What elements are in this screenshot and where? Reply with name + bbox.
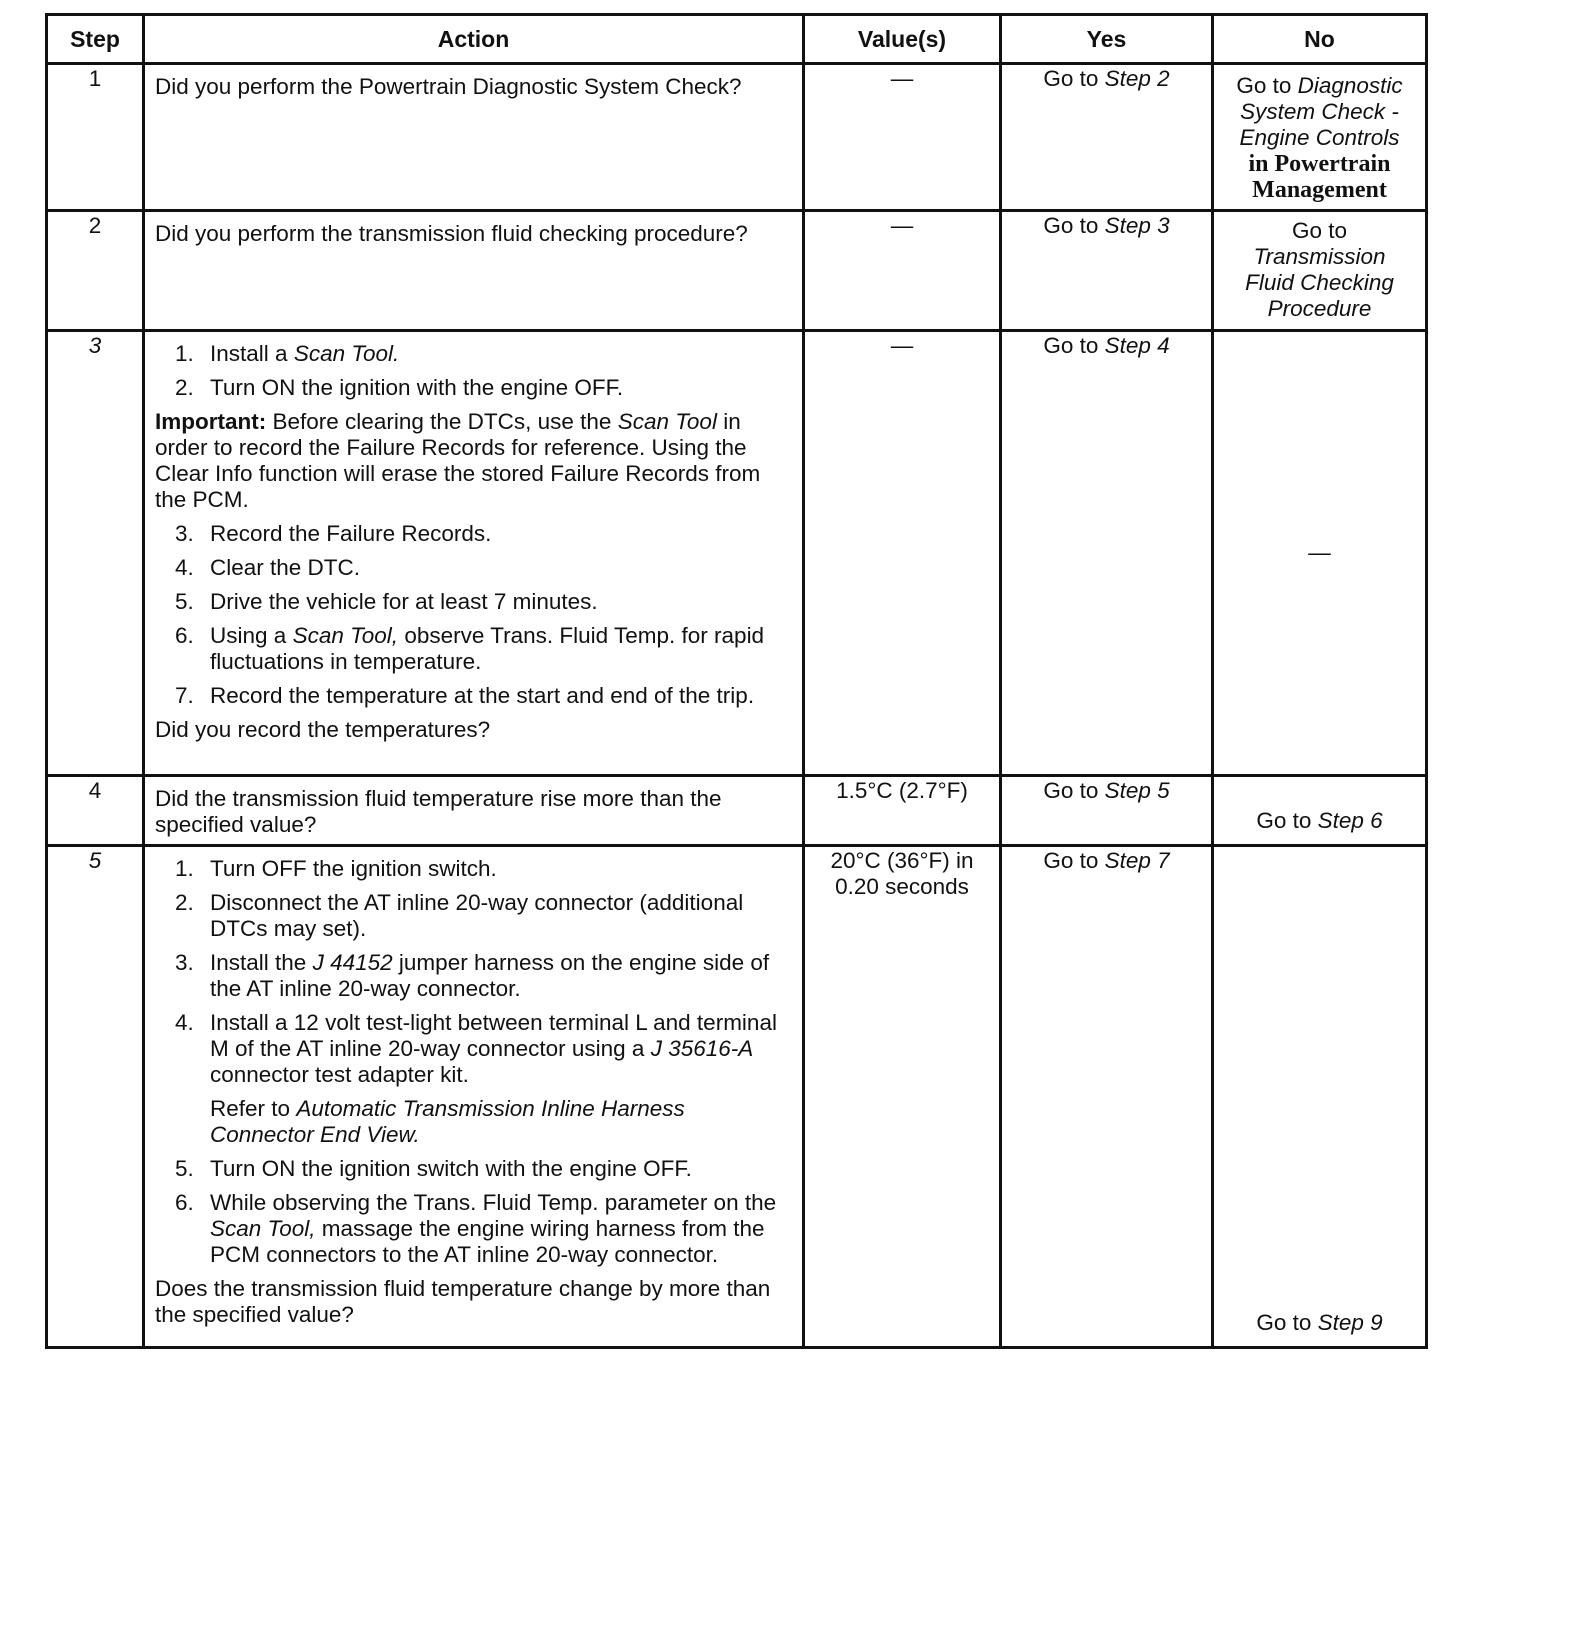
yes-cell[interactable] xyxy=(1001,211,1213,331)
refer-link[interactable]: Automatic Transmission Inline Harness Connector End View. xyxy=(210,1096,685,1147)
no-cell: — xyxy=(1213,331,1427,776)
action-question: Did you perform the transmission fluid checking procedure? xyxy=(155,221,748,246)
step-number: 2 xyxy=(47,211,144,331)
header-action: Action xyxy=(144,15,804,64)
go-to-text: Go to xyxy=(1291,218,1348,243)
action-cell xyxy=(144,776,804,846)
header-row xyxy=(47,15,1427,64)
action-question: Did the transmission fluid temperature rise more than the specified value? xyxy=(155,786,722,837)
header-no: No xyxy=(1213,15,1427,64)
yes-cell[interactable] xyxy=(1001,776,1213,846)
value-cell: — xyxy=(804,211,1001,331)
no-cell[interactable] xyxy=(1213,776,1427,846)
yes-step-link[interactable]: Step 2 xyxy=(1104,66,1170,91)
list-item: 6. While observing the Trans. Fluid Temp. parameter on the Scan Tool, massage the engine wiring harness from the PCM connectors to the AT inline 20-way connector. xyxy=(175,1190,777,1267)
no-link[interactable]: Procedure xyxy=(1267,296,1372,321)
header-values: Value(s) xyxy=(804,15,1001,64)
yes-step-link[interactable]: Step 7 xyxy=(1104,848,1170,873)
list-item: 2. Turn ON the ignition with the engine OFF. xyxy=(175,375,624,400)
value-cell: 20°C (36°F) in 0.20 seconds xyxy=(804,846,1001,1348)
list-item: 2. Disconnect the AT inline 20-way connector (additional DTCs may set). xyxy=(175,890,744,941)
go-to-text: Go to xyxy=(1236,73,1292,98)
diagnostic-table xyxy=(45,13,1428,1349)
header-yes: Yes xyxy=(1001,15,1213,64)
no-link-extra: Management xyxy=(1252,177,1387,203)
value-cell: — xyxy=(804,331,1001,776)
table-row xyxy=(47,211,1427,331)
no-link-extra: in Powertrain xyxy=(1248,151,1391,177)
action-cell xyxy=(144,211,804,331)
no-step-link[interactable]: Step 6 xyxy=(1317,808,1383,833)
table-row xyxy=(47,331,1427,776)
procedure-list xyxy=(155,341,792,401)
list-item: 1. Turn OFF the ignition switch. xyxy=(175,856,497,881)
no-cell[interactable] xyxy=(1213,211,1427,331)
important-note: Important: Before clearing the DTCs, use the Scan Tool in order to record the Failure Records for reference. Using the Clear Info function will erase the stored Failure Records from the PCM. xyxy=(155,409,761,512)
yes-cell[interactable] xyxy=(1001,331,1213,776)
step-number: 3 xyxy=(47,331,144,776)
step-number: 1 xyxy=(47,64,144,211)
table-row xyxy=(47,64,1427,211)
procedure-list xyxy=(155,856,792,1088)
action-cell xyxy=(144,64,804,211)
table-row xyxy=(47,776,1427,846)
go-to-text: Go to xyxy=(1043,778,1099,803)
list-item: 4. Clear the DTC. xyxy=(175,555,361,580)
no-cell[interactable] xyxy=(1213,64,1427,211)
action-question: Did you record the temperatures? xyxy=(155,717,491,742)
action-question: Did you perform the Powertrain Diagnostic System Check? xyxy=(155,74,742,99)
table-row xyxy=(47,846,1427,1348)
list-item: 6. Using a Scan Tool, observe Trans. Fluid Temp. for rapid fluctuations in temperature. xyxy=(175,623,765,674)
no-link[interactable]: Fluid Checking xyxy=(1245,270,1394,295)
yes-cell[interactable] xyxy=(1001,846,1213,1348)
list-item: 3. Install the J 44152 jumper harness on the engine side of the AT inline 20-way connector. xyxy=(175,950,770,1001)
go-to-text: Go to xyxy=(1043,333,1099,358)
no-cell[interactable] xyxy=(1213,846,1427,1348)
yes-cell[interactable] xyxy=(1001,64,1213,211)
action-cell xyxy=(144,846,804,1348)
yes-step-link[interactable]: Step 3 xyxy=(1104,213,1170,238)
go-to-text: Go to xyxy=(1043,848,1099,873)
go-to-text: Go to xyxy=(1043,66,1099,91)
yes-step-link[interactable]: Step 4 xyxy=(1104,333,1170,358)
refer-note: Refer to Automatic Transmission Inline Harness Connector End View. xyxy=(210,1096,685,1147)
list-item: 5. Turn ON the ignition switch with the engine OFF. xyxy=(175,1156,692,1181)
list-item: 3. Record the Failure Records. xyxy=(175,521,492,546)
no-link[interactable]: Transmission xyxy=(1253,244,1386,269)
no-link[interactable]: Diagnostic System Check - Engine Controls xyxy=(1239,73,1403,150)
step-number: 5 xyxy=(47,846,144,1348)
action-question: Does the transmission fluid temperature change by more than the specified value? xyxy=(155,1276,771,1327)
value-cell: 1.5°C (2.7°F) xyxy=(804,776,1001,846)
list-item: 4. Install a 12 volt test-light between terminal L and terminal M of the AT inline 20-way connector using a J 35616-A connector test adapter kit. xyxy=(175,1010,777,1087)
action-cell xyxy=(144,331,804,776)
yes-step-link[interactable]: Step 5 xyxy=(1104,778,1170,803)
value-cell: — xyxy=(804,64,1001,211)
step-number: 4 xyxy=(47,776,144,846)
go-to-text: Go to xyxy=(1256,1310,1312,1335)
procedure-list xyxy=(155,521,792,709)
go-to-text: Go to xyxy=(1043,213,1099,238)
procedure-list xyxy=(155,1156,792,1268)
list-item: 7. Record the temperature at the start and end of the trip. xyxy=(175,683,755,708)
list-item: 5. Drive the vehicle for at least 7 minutes. xyxy=(175,589,598,614)
header-step: Step xyxy=(47,15,144,64)
go-to-text: Go to xyxy=(1256,808,1312,833)
no-step-link[interactable]: Step 9 xyxy=(1317,1310,1383,1335)
list-item: 1. Install a Scan Tool. xyxy=(175,341,400,366)
